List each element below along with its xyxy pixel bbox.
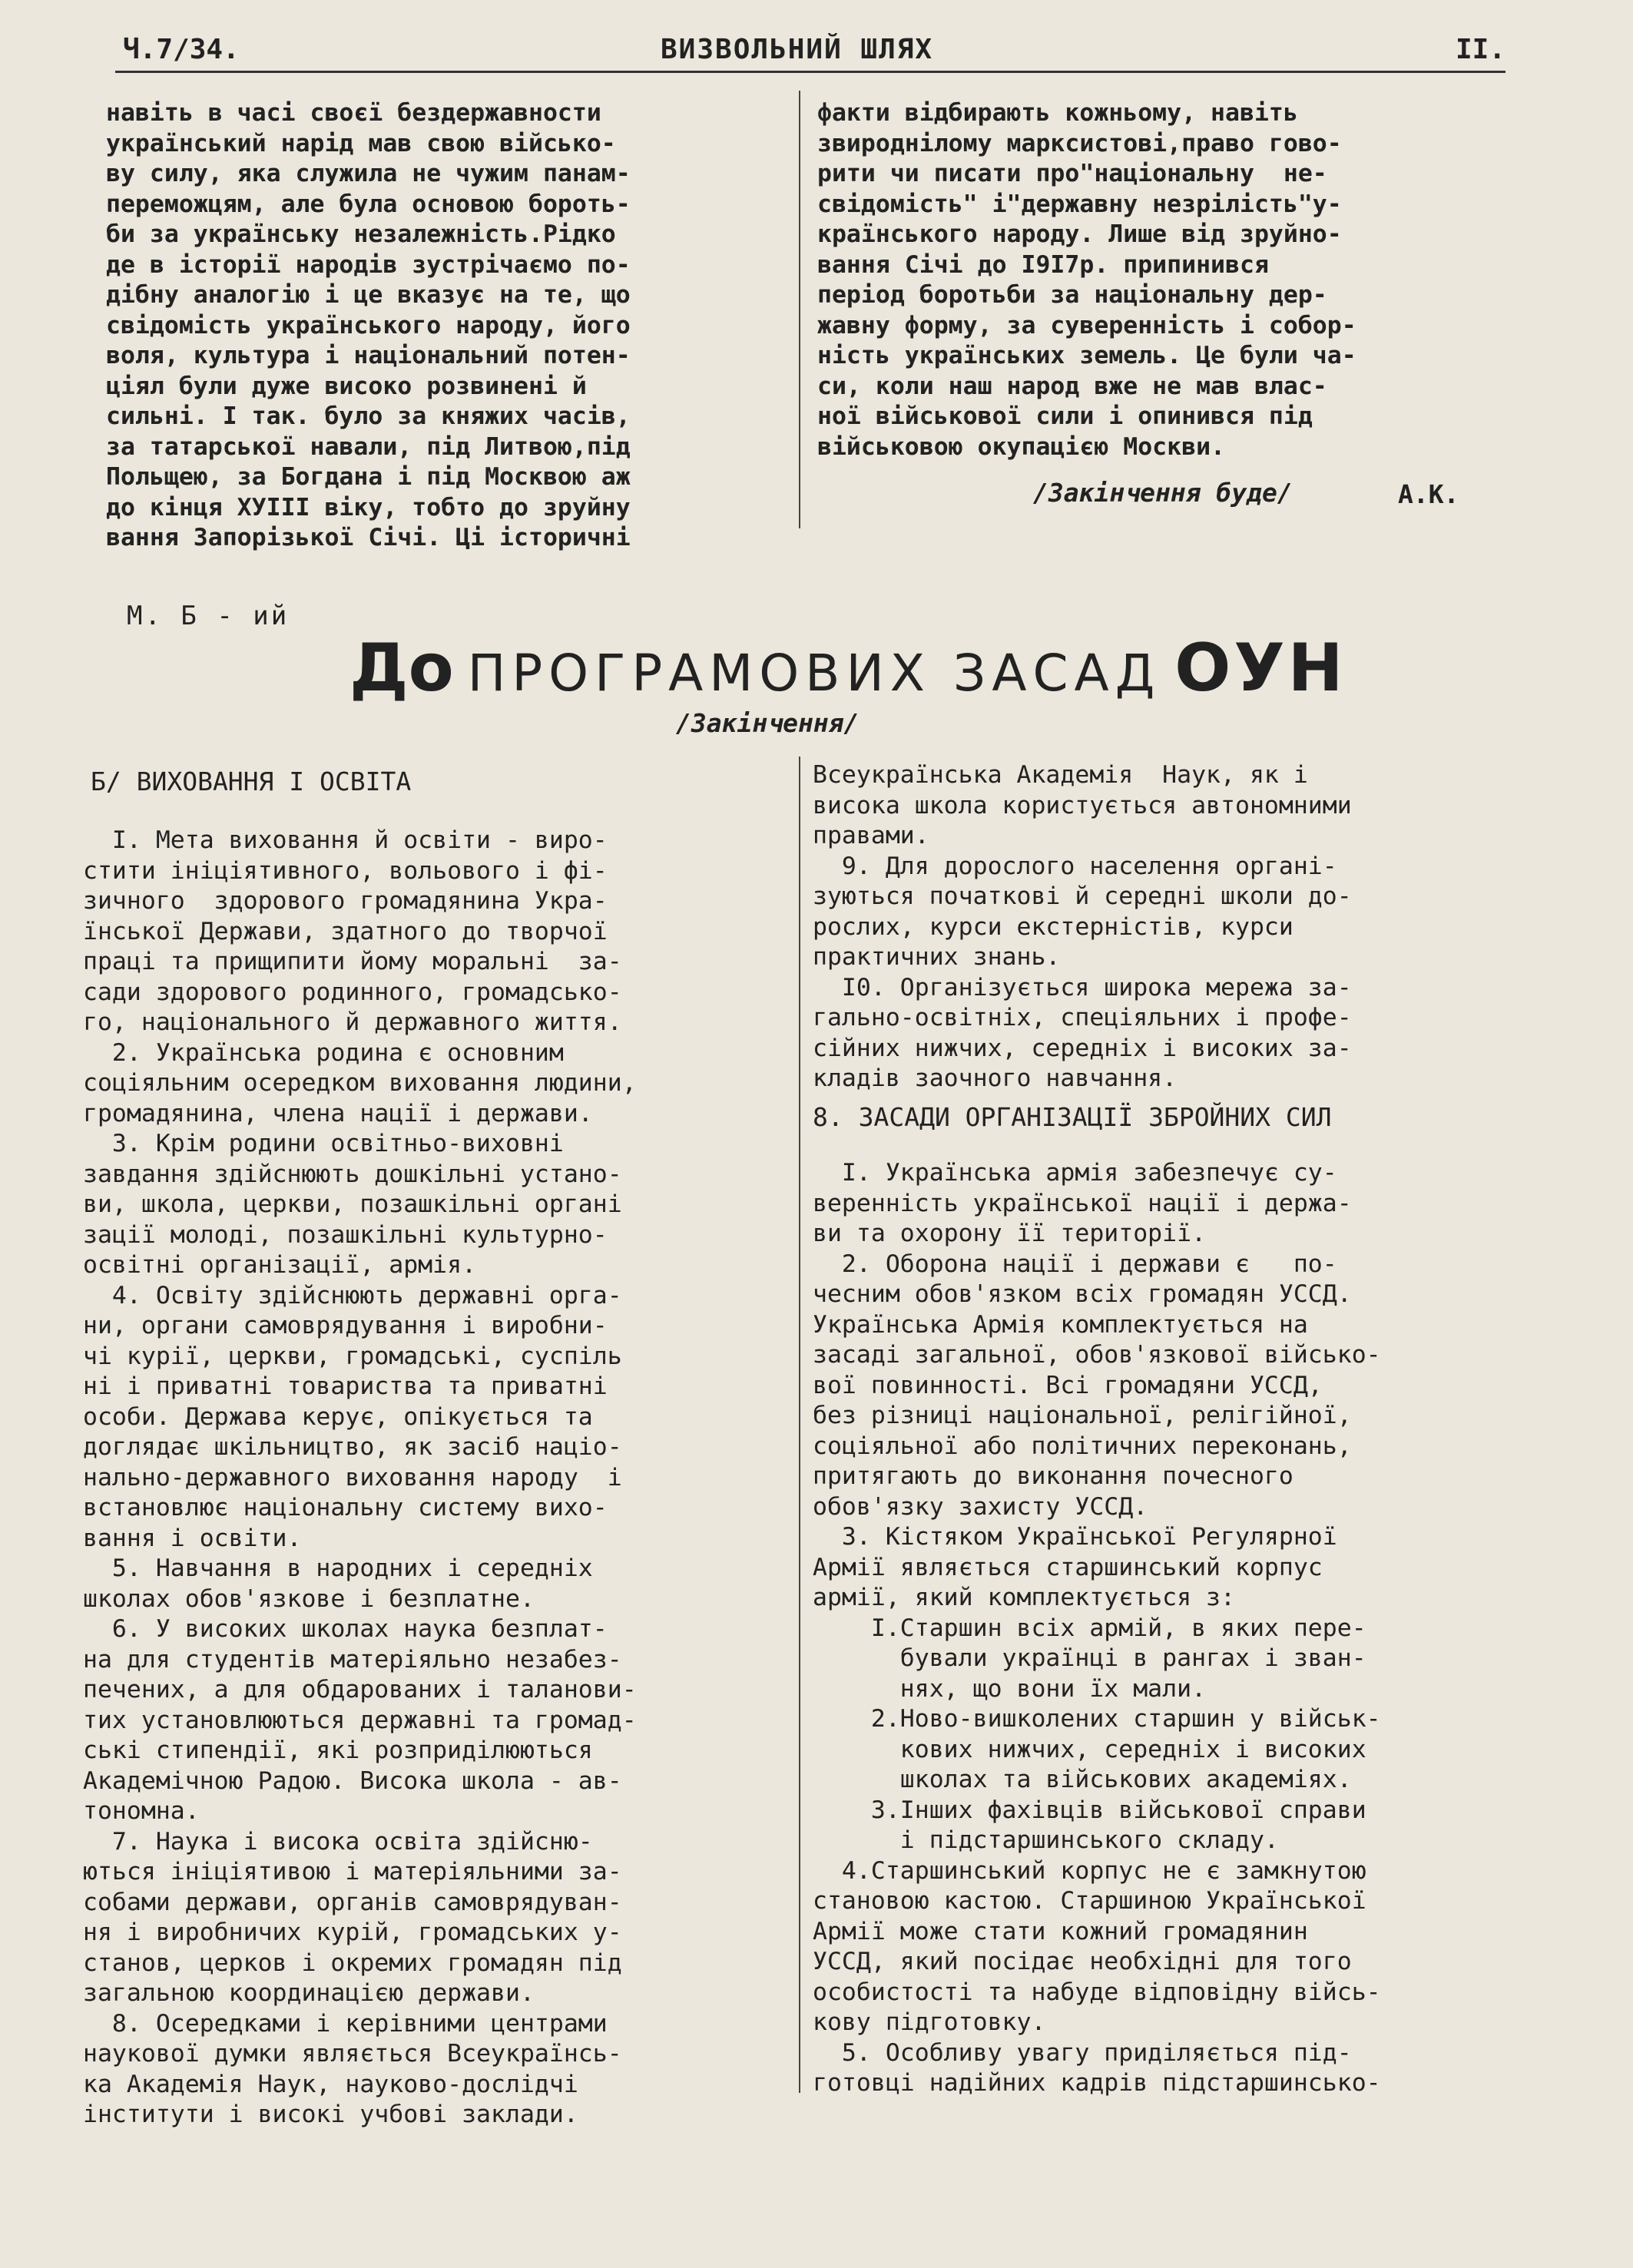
author-initials: А.К. [1398, 479, 1459, 509]
to-be-continued-note: /Закінчення буде/ [1033, 478, 1293, 508]
title-organization: ОУН [1174, 630, 1346, 707]
continued-article-left-column: навіть в часі своєї бездержавности український нарід мав свою військо- ву силу, яка служила не чужим панам- переможцям, але була основою бороть- би за українську незалежність.Рідко де в історії народів зустрічаємо по- дібну аналогію і це вказує на те, що свідомість українського народу, його воля, культура і національний потен- ціял були дуже високо розвинені й сильні. І так. було за княжих часів, за татарської навали, під Литвою,під Польщею, за Богдана і під Москвою аж до кінця ХУІІІ віку, тобто до зруйну вання Запорізької Січі. Ці історичні [106, 99, 631, 551]
page-number: II. [1455, 34, 1505, 65]
section-heading-education: Б/ ВИХОВАННЯ І ОСВІТА [91, 766, 412, 796]
article-right-column-top: Всеукраїнська Академія Наук, як і висока школа користується автономними правами. 9. Для дорослого населення органі- зуються початкові й середні школи до- рослих, курси екстерністів, курси практичних знань. І0. Організується широка мережа за- гально-освітніх, спеціяльних і профе- сійних нижчих, середніх і високих за- кладів заочного навчання. [813, 761, 1352, 1092]
publication-title: ВИЗВОЛЬНИЙ ШЛЯХ [661, 34, 934, 65]
header-rule [115, 71, 1505, 73]
column-divider-top [799, 91, 800, 528]
article-right-column-bottom: І. Українська армія забезпечує су- веренність української нації і держа- ви та охорону її території. 2. Оборона нації і держави є по- чесним обов'язком всіх громадян УССД. Українська Армія комплектується на засаді загальної, обов'язкової військо- вої повинності. Всі громадяни УССД, без різниці національної, релігійної, соціяльної або політичних переконань, притягають до виконання почесного обов'язку захисту УССД. 3. Кістяком Української Регулярної Армії являється старшинський корпус армії, який комплектується з: І.Старшин всіх армій, в яких пере- бували українці в рангах і зван- нях, що вони їх мали. 2.Ново-вишколених старшин у військ- кових нижчих, середніх і високих школах та військових академіях. 3.Інших фахівців військової справи і підстаршинського складу. 4.Старшинський корпус не є замкнутою становою кастою. Старшиною Української Армії може стати кожний громадянин УССД, який посідає необхідні для того особистості та набуде відповідну війсь- кову підготовку. 5. Особливу увагу приділяється під- готовці надійних кадрів підстаршинсько- [813, 1159, 1381, 2097]
continued-article-right-column: факти відбирають кожньому, навіть звироднілому марксистові,право гово- рити чи писати про"національну не- свідомість" і"державну незрілість"у- країнського народу. Лише від зруйно- вання Січі до І9І7р. припинився період боротьби за національну дер- жавну форму, за суверенність і собор- ність українських земель. Це були ча- си, коли наш народ вже не мав влас- ної військової сили і опинився під військовою окупацією Москви. [817, 99, 1356, 461]
running-head [123, 34, 1505, 72]
title-main: ПРОГРАМОВИХ ЗАСАД [467, 644, 1161, 703]
column-divider-bottom [799, 757, 800, 2093]
article-left-column: І. Мета виховання й освіти - виро- стити ініціятивного, вольового і фі- зичного здорового громадянина Укра- їнської Держави, здатного до творчої праці та прищипити йому моральні за- сади здорового родинного, громадсько- го, національного й державного життя. 2. Українська родина є основним соціяльним осередком виховання людини, громадянина, члена нації і держави. 3. Крім родини освітньо-виховні завдання здійснюють дошкільні устано- ви, школа, церкви, позашкільні органі зації молоді, позашкільні культурно- освітні організації, армія. 4. Освіту здійснюють державні орга- ни, органи самоврядування і виробни- чі курії, церкви, громадські, суспіль ні і приватні товариства та приватні особи. Держава керує, опікується та доглядає шкільництво, як засіб націо- нально-державного виховання народу і встановлює національну систему вихо- вання і освіти. 5. Навчання в народних і середніх школах обов'язкове і безплатне. 6. У високих школах наука безплат- на для студентів матеріяльно незабез- печених, а для обдарованих і таланови- тих установлюються державні та громад- ські стипендії, які розприділюються Академічною Радою. Висока школа - ав- тономна. 7. Наука і висока освіта здійсню- ються ініціятивою і матеріяльними за- собами держави, органів самоврядуван- ня і виробничих курій, громадських у- станов, церков і окремих громадян під загальною координацією держави. 8. Осередками і керівними центрами наукової думки являється Всеукраїнсь- ка Академія Наук, науково-дослідчі інститути і високі учбові заклади. [83, 826, 637, 2128]
article-subtitle: /Закінчення/ [676, 708, 860, 738]
article-author: М. Б - ий [127, 601, 290, 631]
section-heading-armed-forces: 8. ЗАСАДИ ОРГАНІЗАЦІЇ ЗБРОЙНИХ СИЛ [813, 1102, 1332, 1132]
article-title [349, 630, 1346, 707]
title-prefix: До [349, 630, 454, 707]
issue-number: Ч.7/34. [123, 34, 240, 65]
